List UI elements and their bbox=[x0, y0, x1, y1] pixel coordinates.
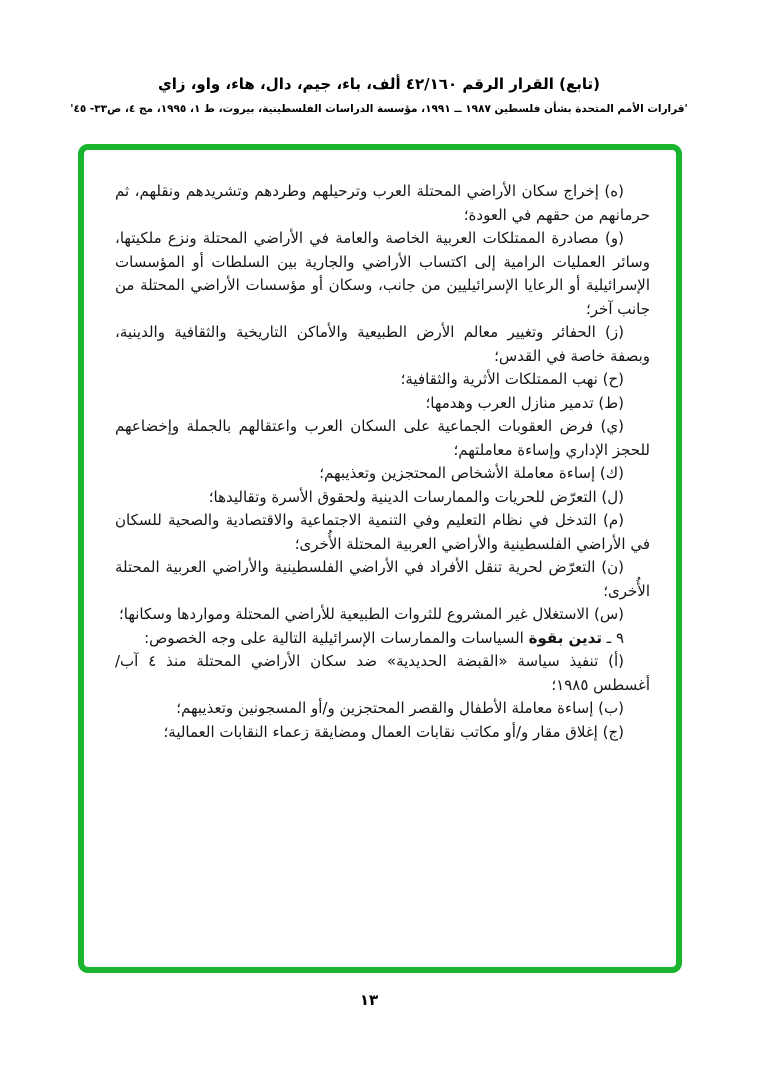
subclause-item-ba: (ب) إساءة معاملة الأطفال والقصر المحتجزين و/أو المسجونين وتعذيبهم؛ bbox=[176, 699, 624, 717]
resolution-text bbox=[115, 180, 650, 744]
clause-item-kaf: (ك) إساءة معاملة الأشخاص المحتجزين وتعذيبهم؛ bbox=[319, 464, 624, 482]
clause-9-number: ٩ ـ bbox=[606, 628, 624, 647]
document-source-citation: 'قرارات الأمم المتحدة بشأن فلسطين ١٩٨٧ ــ ١٩٩١، مؤسسة الدراسات الفلسطينية، بيروت، ط ١، ١٩٩٥، مج ٤، ص٣٣- ٤٥' bbox=[70, 103, 688, 115]
document-title: (تابع) القرار الرقم ٤٢/١٦٠ ألف، باء، جيم، دال، هاء، واو، زاي bbox=[157, 75, 601, 93]
page-number: ١٣ bbox=[359, 991, 379, 1009]
clause-9-text: السياسات والممارسات الإسرائيلية التالية على وجه الخصوص: bbox=[144, 628, 524, 647]
subclause-item-jim: (ج) إغلاق مقار و/أو مكاتب نقابات العمال ومضايقة زعماء النقابات العمالية؛ bbox=[163, 722, 624, 741]
clause-item-lam: (ل) التعرّض للحريات والممارسات الدينية ولحقوق الأسرة وتقاليدها؛ bbox=[208, 487, 624, 506]
content-frame bbox=[78, 144, 682, 973]
clause-9-verb-bold: تدين بقوة bbox=[528, 628, 602, 647]
operative-clause-9 bbox=[115, 627, 650, 651]
page-header bbox=[0, 74, 758, 116]
clause-item-hha: (ح) نهب الممتلكات الأثرية والثقافية؛ bbox=[400, 370, 624, 388]
clause-item-nun: (ن) التعرّض لحرية تنقل الأفراد في الأراضي الفلسطينية والأراضي العربية المحتلة الأُخرى؛ bbox=[115, 558, 650, 600]
clause-item-ya: (ي) فرض العقوبات الجماعية على السكان العرب واعتقالهم بالجملة وإخضاعهم للحجز الإداري وإساءة معاملتهم؛ bbox=[115, 417, 650, 459]
clause-item-zay: (ز) الحفائر وتغيير معالم الأرض الطبيعية والأماكن التاريخية والثقافية والدينية، وبصفة خاصة في القدس؛ bbox=[115, 323, 650, 365]
clause-item-ha: (ه) إخراج سكان الأراضي المحتلة العرب وترحيلهم وطردهم وتشريدهم ونقلهم، ثم حرمانهم من حقهم في العودة؛ bbox=[115, 182, 650, 224]
clause-item-mim: (م) التدخل في نظام التعليم وفي التنمية الاجتماعية والاقتصادية والصحية للسكان في الأراضي الفلسطينية والأراضي العربية المحتلة الأُخرى؛ bbox=[115, 511, 650, 553]
clause-item-waw: (و) مصادرة الممتلكات العربية الخاصة والعامة في الأراضي المحتلة ونزع ملكيتها، وسائر العمليات الرامية إلى اكتساب الأراضي والجارية بين السلطات أو المؤسسات الإسرائيلية أو الرعايا الإسرائيليين من جانب، وسكان أو مؤسسات الأراضي المحتلة من جانب آخر؛ bbox=[115, 229, 650, 318]
clause-item-tta: (ط) تدمير منازل العرب وهدمها؛ bbox=[425, 393, 624, 412]
subclause-item-alif: (أ) تنفيذ سياسة «القبضة الحديدية» ضد سكان الأراضي المحتلة منذ ٤ آب/أغسطس ١٩٨٥؛ bbox=[115, 652, 650, 694]
clause-item-sin: (س) الاستغلال غير المشروع للثروات الطبيعية للأراضي المحتلة ومواردها وسكانها؛ bbox=[119, 605, 624, 623]
